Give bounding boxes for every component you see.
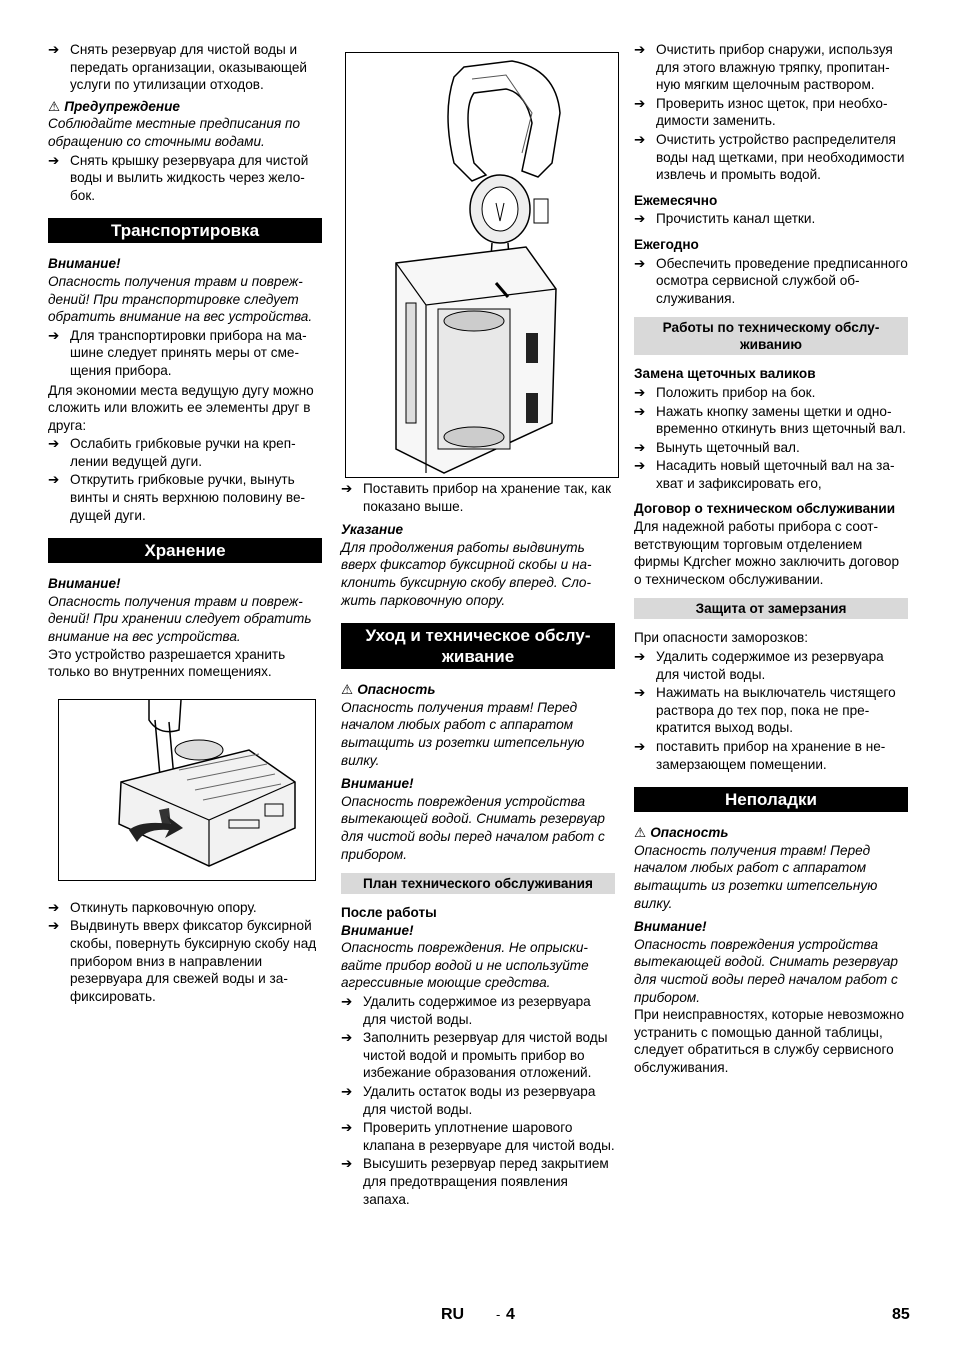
arrow-icon: ➔ bbox=[634, 131, 646, 147]
arrow-icon: ➔ bbox=[634, 685, 646, 701]
arrow-icon: ➔ bbox=[634, 211, 646, 227]
page-number: 85 bbox=[892, 1306, 910, 1323]
bullet: ➔ Снять резервуар для чистой воды и передать организации, оказывающей услуги по утилизации отходов. bbox=[48, 42, 308, 93]
danger-text: Опасность получения травм! Перед началом любых работ с аппаратом вытащить из розетки штепсельную вилку. bbox=[634, 842, 878, 911]
bullet: ➔ Нажать кнопку замены щетки и одновременно откинуть вниз щеточный вал. bbox=[634, 403, 906, 437]
arrow-icon: ➔ bbox=[634, 739, 646, 754]
warning-triangle-icon: ⚠ bbox=[341, 682, 354, 698]
arrow-icon: ➔ bbox=[48, 152, 60, 168]
note-text: Для продолжения работы выдвинуть вверх фиксатор буксирной скобы и наклонить буксирную скобу вперед. Сложить парковочную опору. bbox=[341, 539, 592, 608]
column-1 bbox=[48, 40, 322, 1006]
section-heading-storage: Хранение bbox=[48, 538, 322, 563]
arrow-icon: ➔ bbox=[341, 1030, 353, 1046]
arrow-icon: ➔ bbox=[341, 1084, 353, 1100]
paragraph: Для экономии места ведущую дугу можно сложить или вложить ее элементы друг в друга: bbox=[48, 382, 314, 433]
arrow-icon: ➔ bbox=[48, 918, 60, 934]
arrow-icon: ➔ bbox=[634, 384, 646, 400]
bullet: ➔ Положить прибор на бок. bbox=[634, 384, 816, 400]
bullet: ➔ Высушить резервуар перед закрытием для предотвращения появления запаха. bbox=[341, 1156, 609, 1207]
attention-text: Опасность получения травм и повреждений! При хранении следует обратить внимание на вес устройства. bbox=[48, 593, 312, 645]
bullet: ➔ Очистить устройство распределителя воды над щетками, при необходимости извлечь и промыть водой. bbox=[634, 131, 905, 183]
bullet: ➔ Прочистить канал щетки. bbox=[634, 211, 816, 227]
heading-brush-roller-replacement: Замена щеточных валиков bbox=[634, 366, 816, 382]
danger-title: ⚠ Опасность bbox=[634, 825, 729, 841]
column-2 bbox=[341, 40, 615, 1209]
arrow-icon: ➔ bbox=[634, 42, 646, 57]
attention-title: Внимание! bbox=[48, 256, 121, 272]
bullet: ➔ поставить прибор на хранение в незамерзающем помещении. bbox=[634, 739, 886, 772]
attention-title: Внимание! bbox=[341, 776, 414, 792]
bullet: ➔ Снять крышку резервуара для чистой воды и вылить жидкость через желобок. bbox=[48, 152, 309, 203]
paragraph: При неисправностях, которые невозможно устранить с помощью данной таблицы, следует обратиться в службу сервисного обслуживания. bbox=[634, 1007, 905, 1075]
arrow-icon: ➔ bbox=[634, 95, 646, 111]
section-heading-transport: Транспортировка bbox=[48, 218, 322, 243]
heading-after-work: После работы bbox=[341, 905, 437, 921]
footer-dash: - bbox=[496, 1307, 501, 1322]
subheading-frost-protection: Защита от замерзания bbox=[634, 598, 908, 619]
danger-text: Опасность получения травм! Перед началом любых работ с аппаратом вытащить из розетки штепсельную вилку. bbox=[341, 699, 585, 768]
bullet: ➔ Поставить прибор на хранение так, как показано выше. bbox=[341, 481, 612, 514]
arrow-icon: ➔ bbox=[634, 255, 646, 271]
bullet: ➔ Обеспечить проведение предписанного осмотра сервисной службой обслуживания. bbox=[634, 255, 908, 306]
attention-title: Внимание! bbox=[634, 919, 707, 935]
section-heading-care: Уход и техническое обслуживание bbox=[341, 623, 615, 669]
warning-title: ⚠ Предупреждение bbox=[48, 98, 180, 114]
arrow-icon: ➔ bbox=[48, 42, 60, 57]
arrow-icon: ➔ bbox=[341, 481, 353, 496]
bullet: ➔ Откинуть парковочную опору. bbox=[48, 899, 257, 915]
paragraph: При опасности заморозков: bbox=[634, 630, 808, 646]
bullet: ➔ Удалить содержимое из резервуара для чистой воды. bbox=[341, 994, 591, 1027]
warning-triangle-icon: ⚠ bbox=[634, 825, 647, 841]
bullet: ➔ Проверить уплотнение шарового клапана в резервуаре для чистой воды. bbox=[341, 1120, 615, 1153]
arrow-icon: ➔ bbox=[341, 1156, 353, 1172]
section-number: 4 bbox=[506, 1306, 515, 1323]
attention-text: Опасность повреждения устройства вытекающей водой. Снимать резервуар для чистой воды перед началом работ с прибором. bbox=[634, 936, 898, 1005]
attention-text: Опасность повреждения устройства вытекающей водой. Снимать резервуар для чистой воды перед началом работ с прибором. bbox=[341, 793, 605, 862]
warning-triangle-icon: ⚠ bbox=[48, 98, 61, 114]
paragraph: Это устройство разрешается хранить только во внутренних помещениях. bbox=[48, 646, 286, 680]
bullet: ➔ Заполнить резервуар для чистой воды чистой водой и промыть прибор во избежание образования отложений. bbox=[341, 1030, 608, 1081]
page-footer bbox=[0, 1306, 954, 1330]
arrow-icon: ➔ bbox=[48, 899, 60, 915]
bullet: ➔ Ослабить грибковые ручки на креплении ведущей дуги. bbox=[48, 436, 296, 469]
note-title: Указание bbox=[341, 522, 404, 538]
arrow-icon: ➔ bbox=[634, 403, 646, 419]
attention-text: Опасность получения травм и повреждений! При транспортировке следует обратить внимание на вес устройства. bbox=[48, 273, 313, 325]
arrow-icon: ➔ bbox=[48, 472, 60, 488]
heading-monthly: Ежемесячно bbox=[634, 192, 718, 208]
arrow-icon: ➔ bbox=[341, 1120, 353, 1136]
bullet: ➔ Очистить прибор снаружи, используя для этого влажную тряпку, пропитанную мягким щелочным раствором. bbox=[634, 42, 893, 93]
bullet: ➔ Для транспортировки прибора на машине следует принять меры от смещения прибора. bbox=[48, 327, 307, 378]
danger-title: ⚠ Опасность bbox=[341, 682, 436, 698]
arrow-icon: ➔ bbox=[634, 649, 646, 665]
arrow-icon: ➔ bbox=[634, 439, 646, 455]
heading-yearly: Ежегодно bbox=[634, 236, 699, 252]
column-3 bbox=[634, 40, 908, 1077]
arrow-icon: ➔ bbox=[634, 458, 646, 474]
arrow-icon: ➔ bbox=[341, 994, 353, 1010]
figure-storage-position bbox=[345, 52, 619, 478]
attention-title: Внимание! bbox=[48, 576, 121, 592]
section-heading-faults: Неполадки bbox=[634, 787, 908, 812]
device-illustration-parking bbox=[59, 700, 315, 880]
subheading-maintenance-plan: План технического обслуживания bbox=[341, 873, 615, 894]
attention-title: Внимание! bbox=[341, 922, 414, 938]
arrow-icon: ➔ bbox=[48, 436, 60, 452]
subheading-maintenance-works: Работы по техническому обслуживанию bbox=[634, 317, 908, 355]
bullet: ➔ Нажимать на выключатель чистящего раствора до тех пор, пока не прекратится выход воды. bbox=[634, 685, 896, 736]
attention-text: Опасность повреждения. Не опрыскивайте прибор водой и не используйте агрессивные моющие средства. bbox=[341, 940, 589, 991]
bullet: ➔ Выдвинуть вверх фиксатор буксирной скобы, повернуть буксирную скобу над прибором вниз в направлении резервуара для свежей воды и зафиксировать. bbox=[48, 918, 317, 1004]
language-code: RU bbox=[441, 1306, 465, 1323]
bullet: ➔ Открутить грибковые ручки, вынуть винты и снять верхнюю половину ведущей дуги. bbox=[48, 472, 306, 523]
heading-service-contract: Договор о техническом обслуживании bbox=[634, 501, 896, 517]
device-illustration-storage bbox=[346, 53, 618, 477]
arrow-icon: ➔ bbox=[48, 327, 60, 343]
paragraph: Для надежной работы прибора с соответствующим торговым отделением фирмы Kдrcher можно заключить договор о техническом обслуживании. bbox=[634, 519, 900, 587]
bullet: ➔ Проверить износ щеток, при необходимости заменить. bbox=[634, 95, 888, 129]
bullet: ➔ Насадить новый щеточный вал на захват и зафиксировать его, bbox=[634, 458, 895, 491]
warning-text: Соблюдайте местные предписания по обращению со сточными водами. bbox=[48, 116, 301, 149]
bullet: ➔ Удалить остаток воды из резервуара для чистой воды. bbox=[341, 1084, 596, 1117]
figure-parking-support bbox=[58, 699, 316, 881]
bullet: ➔ Удалить содержимое из резервуара для чистой воды. bbox=[634, 649, 884, 682]
bullet: ➔ Вынуть щеточный вал. bbox=[634, 439, 800, 455]
